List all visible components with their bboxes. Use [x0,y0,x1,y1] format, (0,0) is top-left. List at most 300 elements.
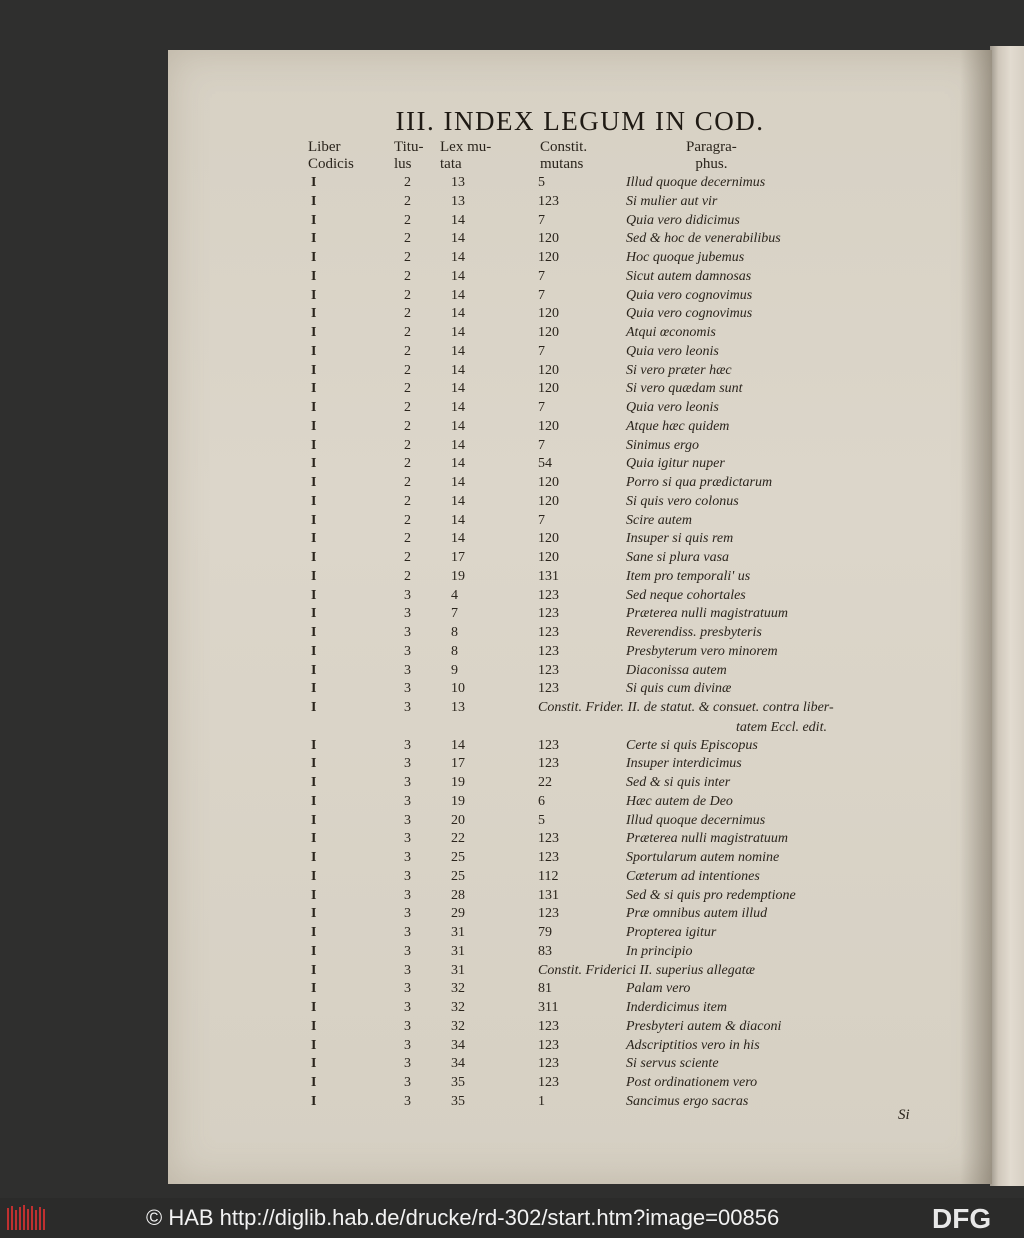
paragraphus-cell: Sed & si quis inter [626,775,731,790]
table-row [168,398,992,417]
constit-cell: 123 [538,606,559,622]
table-row [168,811,992,830]
titulus-cell: 3 [404,962,411,978]
lex-cell: 29 [451,906,465,922]
lex-cell: 8 [451,625,458,640]
lex-cell: 13 [451,193,465,209]
page-title: III. INDEX LEGUM IN COD. [395,106,765,136]
titulus-cell: 3 [404,850,411,865]
liber-cell: I [311,325,317,340]
constit-cell: 7 [538,437,545,453]
table-row [168,904,992,923]
constit-cell: 7 [538,400,545,415]
titulus-cell: 2 [404,343,411,359]
titulus-cell: 2 [404,175,411,190]
titulus-cell: 2 [404,287,411,303]
paragraphus-cell: Illud quoque decernimus [626,175,766,190]
continuation-line: tatem Eccl. edit. [736,720,827,735]
titulus-cell: 2 [404,418,411,434]
liber-cell: I [311,437,317,453]
lex-cell: 14 [451,475,465,490]
paragraphus-cell: Adscriptitios vero in his [626,1037,760,1053]
book-page [168,50,992,1184]
lex-cell: 14 [451,400,465,415]
paragraphus-cell: Reverendiss. presbyteris [626,625,762,640]
titulus-cell: 2 [404,212,411,228]
table-row [168,342,992,361]
liber-cell: I [311,268,317,284]
constit-cell: 120 [538,475,559,490]
constit-cell: 7 [538,512,545,528]
table-row [168,736,992,755]
paragraphus-cell: Inderdicimus item [626,1000,727,1015]
header-paragraphus: Paragra- phus. [686,139,737,172]
paragraphus-cell: Præterea nulli magistratuum [626,606,789,622]
constit-cell: 123 [538,906,559,922]
constit-cell: 120 [538,493,559,509]
table-row [168,961,992,980]
titulus-cell: 3 [404,700,411,715]
lex-cell: 35 [451,1093,465,1109]
paragraphus-cell: Si quis cum divinæ [626,681,732,697]
paragraphus-cell: In principio [626,943,693,959]
lex-cell: 14 [451,268,465,284]
constit-cell: 120 [538,418,559,434]
titulus-cell: 2 [404,493,411,509]
paragraphus-cell: Si servus sciente [626,1056,719,1072]
titulus-cell: 3 [404,1018,411,1034]
copyright-link[interactable]: © HAB http://diglib.hab.de/drucke/rd-302/start.htm?image=00856 [146,1205,780,1230]
liber-cell: I [311,812,317,828]
constit-cell: 7 [538,343,545,359]
liber-cell: I [311,175,317,190]
liber-cell: I [311,287,317,303]
table-row [168,511,992,530]
lex-cell: 14 [451,531,465,547]
liber-cell: I [311,606,317,622]
paragraphus-cell: Si vero quædam sunt [626,381,743,397]
titulus-cell: 2 [404,475,411,490]
titulus-cell: 2 [404,568,411,584]
liber-cell: I [311,1075,317,1090]
paragraphus-cell: Scire autem [626,512,692,528]
titulus-cell: 3 [404,868,411,884]
liber-cell: I [311,381,317,397]
lex-cell: 8 [451,643,458,659]
lex-cell: 31 [451,962,465,978]
liber-cell: I [311,568,317,584]
note-cell: Constit. Friderici II. superius allegatæ [538,962,755,978]
titulus-cell: 3 [404,1093,411,1109]
paragraphus-cell: Post ordinationem vero [626,1075,758,1090]
paragraphus-cell: Quia igitur nuper [626,456,725,472]
lex-cell: 25 [451,868,465,884]
header-titulus: Titu- lus [394,139,424,172]
titulus-cell: 2 [404,362,411,378]
liber-cell: I [311,212,317,228]
svg-text:DFG: DFG [932,1204,992,1232]
lex-cell: 14 [451,437,465,453]
constit-cell: 7 [538,287,545,303]
liber-cell: I [311,1056,317,1072]
titulus-cell: 3 [404,887,411,903]
liber-cell: I [311,868,317,884]
titulus-cell: 3 [404,587,411,603]
lex-cell: 14 [451,287,465,303]
paragraphus-cell: Quia vero cognovimus [626,287,753,303]
liber-cell: I [311,306,317,322]
lex-cell: 34 [451,1056,465,1072]
table-row [168,323,992,342]
paragraphus-cell: Quia vero didicimus [626,212,740,228]
titulus-cell: 2 [404,268,411,284]
lex-cell: 32 [451,1000,465,1015]
liber-cell: I [311,643,317,659]
table-row [168,886,992,905]
note-cell: Constit. Frider. II. de statut. & consuet. contra liber- [538,700,834,715]
titulus-cell: 3 [404,906,411,922]
constit-cell: 7 [538,268,545,284]
constit-cell: 120 [538,381,559,397]
constit-cell: 123 [538,831,559,847]
table-row [168,698,992,717]
paragraphus-cell: Insuper si quis rem [626,531,734,547]
titulus-cell: 3 [404,831,411,847]
constit-cell: 22 [538,775,552,790]
lex-cell: 13 [451,700,465,715]
table-row [168,361,992,380]
table-row [168,773,992,792]
lex-cell: 19 [451,775,465,790]
lex-cell: 31 [451,925,465,940]
constit-cell: 120 [538,362,559,378]
paragraphus-cell: Presbyteri autem & diaconi [626,1018,782,1034]
liber-cell: I [311,962,317,978]
constit-cell: 79 [538,925,552,940]
paragraphus-cell: Sportularum autem nomine [626,850,780,865]
lex-cell: 14 [451,512,465,528]
titulus-cell: 3 [404,643,411,659]
titulus-cell: 3 [404,662,411,678]
footer-bar [0,1198,1024,1238]
table-row [168,492,992,511]
table-row [168,923,992,942]
constit-cell: 123 [538,643,559,659]
table-row [168,1092,992,1111]
table-row [168,304,992,323]
liber-cell: I [311,756,317,772]
table-row [168,529,992,548]
constit-cell: 123 [538,1037,559,1053]
paragraphus-cell: Certe si quis Episcopus [626,737,758,753]
table-row [168,1017,992,1036]
liber-cell: I [311,775,317,790]
paragraphus-cell: Si quis vero colonus [626,493,739,509]
lex-cell: 14 [451,250,465,265]
table-row [168,679,992,698]
constit-cell: 120 [538,250,559,265]
titulus-cell: 3 [404,606,411,622]
lex-cell: 10 [451,681,465,697]
table-row [168,586,992,605]
header-lex: Lex mu- tata [440,139,492,172]
paragraphus-cell: Sinimus ergo [626,437,699,453]
titulus-cell: 3 [404,1037,411,1053]
liber-cell: I [311,1093,317,1109]
liber-cell: I [311,362,317,378]
table-row [168,248,992,267]
constit-cell: 7 [538,212,545,228]
liber-cell: I [311,493,317,509]
liber-cell: I [311,850,317,865]
table-row [168,286,992,305]
lex-cell: 34 [451,1037,465,1053]
paragraphus-cell: Quia vero leonis [626,400,719,415]
table-row [168,548,992,567]
table-row [168,379,992,398]
header-constit: Constit. mutans [540,139,588,172]
constit-cell: 112 [538,868,559,884]
table-row [168,979,992,998]
lex-cell: 14 [451,737,465,753]
titulus-cell: 3 [404,943,411,959]
lex-cell: 14 [451,456,465,472]
titulus-cell: 3 [404,756,411,772]
lex-cell: 17 [451,756,465,772]
liber-cell: I [311,681,317,697]
titulus-cell: 3 [404,1000,411,1015]
liber-cell: I [311,906,317,922]
table-row [168,192,992,211]
titulus-cell: 2 [404,306,411,322]
constit-cell: 123 [538,193,559,209]
lex-cell: 35 [451,1075,465,1090]
liber-cell: I [311,831,317,847]
constit-cell: 54 [538,456,552,472]
table-row [168,661,992,680]
table-row [168,942,992,961]
paragraphus-cell: Hoc quoque jubemus [626,250,745,265]
titulus-cell: 2 [404,250,411,265]
constit-cell: 120 [538,325,559,340]
constit-cell: 131 [538,887,559,903]
catchword: Si [898,1107,910,1123]
lex-cell: 9 [451,662,458,678]
table-row [168,173,992,192]
titulus-cell: 3 [404,1056,411,1072]
liber-cell: I [311,400,317,415]
table-row [168,829,992,848]
paragraphus-cell: Palam vero [626,981,691,997]
liber-cell: I [311,925,317,940]
liber-cell: I [311,550,317,565]
liber-cell: I [311,531,317,547]
paragraphus-cell: Sicut autem damnosas [626,268,752,284]
dfg-logo-icon [932,1204,1014,1232]
paragraphus-cell: Atqui œconomis [626,325,716,340]
table-row [168,417,992,436]
constit-cell: 123 [538,625,559,640]
lex-cell: 17 [451,550,465,565]
liber-cell: I [311,418,317,434]
lex-cell: 20 [451,812,465,828]
paragraphus-cell: Porro si qua prædictarum [626,475,773,490]
constit-cell: 123 [538,1075,559,1090]
titulus-cell: 3 [404,812,411,828]
titulus-cell: 2 [404,512,411,528]
lex-cell: 14 [451,306,465,322]
titulus-cell: 3 [404,981,411,997]
lex-cell: 22 [451,831,465,847]
table-row [168,623,992,642]
titulus-cell: 3 [404,625,411,640]
liber-cell: I [311,943,317,959]
table-row [168,454,992,473]
lex-cell: 4 [451,587,458,603]
liber-cell: I [311,512,317,528]
titulus-cell: 3 [404,737,411,753]
lex-cell: 25 [451,850,465,865]
constit-cell: 120 [538,306,559,322]
paragraphus-cell: Sed neque cohortales [626,587,746,603]
table-row [168,754,992,773]
constit-cell: 123 [538,737,559,753]
constit-cell: 123 [538,756,559,772]
liber-cell: I [311,793,317,809]
lex-cell: 14 [451,381,465,397]
table-row [168,267,992,286]
constit-cell: 123 [538,1056,559,1072]
table-row [168,998,992,1017]
lex-cell: 14 [451,231,465,247]
lex-cell: 19 [451,793,465,809]
table-row [168,229,992,248]
liber-cell: I [311,193,317,209]
constit-cell: 123 [538,587,559,603]
paragraphus-cell: Præ omnibus autem illud [626,906,768,922]
paragraphus-cell: Item pro temporali' us [626,568,751,584]
titulus-cell: 2 [404,400,411,415]
titulus-cell: 2 [404,550,411,565]
constit-cell: 5 [538,175,545,190]
paragraphus-cell: Quia vero cognovimus [626,306,753,322]
paragraphus-cell: Si vero præter hæc [626,362,732,378]
lex-cell: 14 [451,325,465,340]
table-row [168,792,992,811]
titulus-cell: 3 [404,681,411,697]
constit-cell: 120 [538,231,559,247]
lex-cell: 32 [451,981,465,997]
paragraphus-cell: Hæc autem de Deo [626,793,733,809]
liber-cell: I [311,475,317,490]
liber-cell: I [311,1000,317,1015]
liber-cell: I [311,456,317,472]
paragraphus-cell: Diaconissa autem [626,662,727,678]
paragraphus-cell: Propterea igitur [626,925,717,940]
paragraphus-cell: Si mulier aut vir [626,193,718,209]
constit-cell: 123 [538,850,559,865]
table-row [168,1036,992,1055]
lex-cell: 14 [451,362,465,378]
table-row [168,642,992,661]
table-row [168,1073,992,1092]
table-row [168,1054,992,1073]
liber-cell: I [311,887,317,903]
constit-cell: 6 [538,793,545,809]
lex-cell: 14 [451,343,465,359]
paragraphus-cell: Insuper interdicimus [626,756,742,772]
liber-cell: I [311,231,317,247]
liber-cell: I [311,587,317,603]
paragraphus-cell: Sed & hoc de venerabilibus [626,231,781,247]
lex-cell: 14 [451,418,465,434]
paragraphus-cell: Sane si plura vasa [626,550,730,565]
titulus-cell: 3 [404,793,411,809]
paragraphus-cell: Quia vero leonis [626,343,719,359]
paragraphus-cell: Cæterum ad intentiones [626,868,760,884]
constit-cell: 83 [538,943,552,959]
liber-cell: I [311,1037,317,1053]
lex-cell: 13 [451,175,465,190]
liber-cell: I [311,662,317,678]
liber-cell: I [311,250,317,265]
titulus-cell: 2 [404,437,411,453]
constit-cell: 123 [538,681,559,697]
hab-barcode-icon [6,1204,46,1232]
titulus-cell: 2 [404,325,411,340]
lex-cell: 31 [451,943,465,959]
liber-cell: I [311,625,317,640]
table-row [168,567,992,586]
titulus-cell: 2 [404,456,411,472]
table-row [168,211,992,230]
table-row [168,848,992,867]
table-row [168,473,992,492]
liber-cell: I [311,981,317,997]
constit-cell: 123 [538,1018,559,1034]
lex-cell: 32 [451,1018,465,1034]
paragraphus-cell: Sancimus ergo sacras [626,1093,749,1109]
lex-cell: 28 [451,887,465,903]
table-row [168,867,992,886]
paragraphus-cell: Presbyterum vero minorem [626,643,778,659]
liber-cell: I [311,700,317,715]
constit-cell: 81 [538,981,552,997]
titulus-cell: 2 [404,231,411,247]
paragraphus-cell: Præterea nulli magistratuum [626,831,789,847]
constit-cell: 120 [538,550,559,565]
constit-cell: 1 [538,1093,545,1109]
titulus-cell: 3 [404,775,411,790]
paragraphus-cell: Illud quoque decernimus [626,812,766,828]
table-row [168,436,992,455]
adjacent-page-edge [990,46,1024,1186]
lex-cell: 14 [451,212,465,228]
lex-cell: 7 [451,606,458,622]
liber-cell: I [311,1018,317,1034]
constit-cell: 5 [538,812,545,828]
titulus-cell: 2 [404,531,411,547]
lex-cell: 14 [451,493,465,509]
lex-cell: 19 [451,568,465,584]
constit-cell: 123 [538,662,559,678]
paragraphus-cell: Sed & si quis pro redemptione [626,887,796,903]
constit-cell: 311 [538,1000,559,1015]
titulus-cell: 2 [404,193,411,209]
constit-cell: 120 [538,531,559,547]
header-liber: Liber Codicis [308,139,354,172]
liber-cell: I [311,343,317,359]
